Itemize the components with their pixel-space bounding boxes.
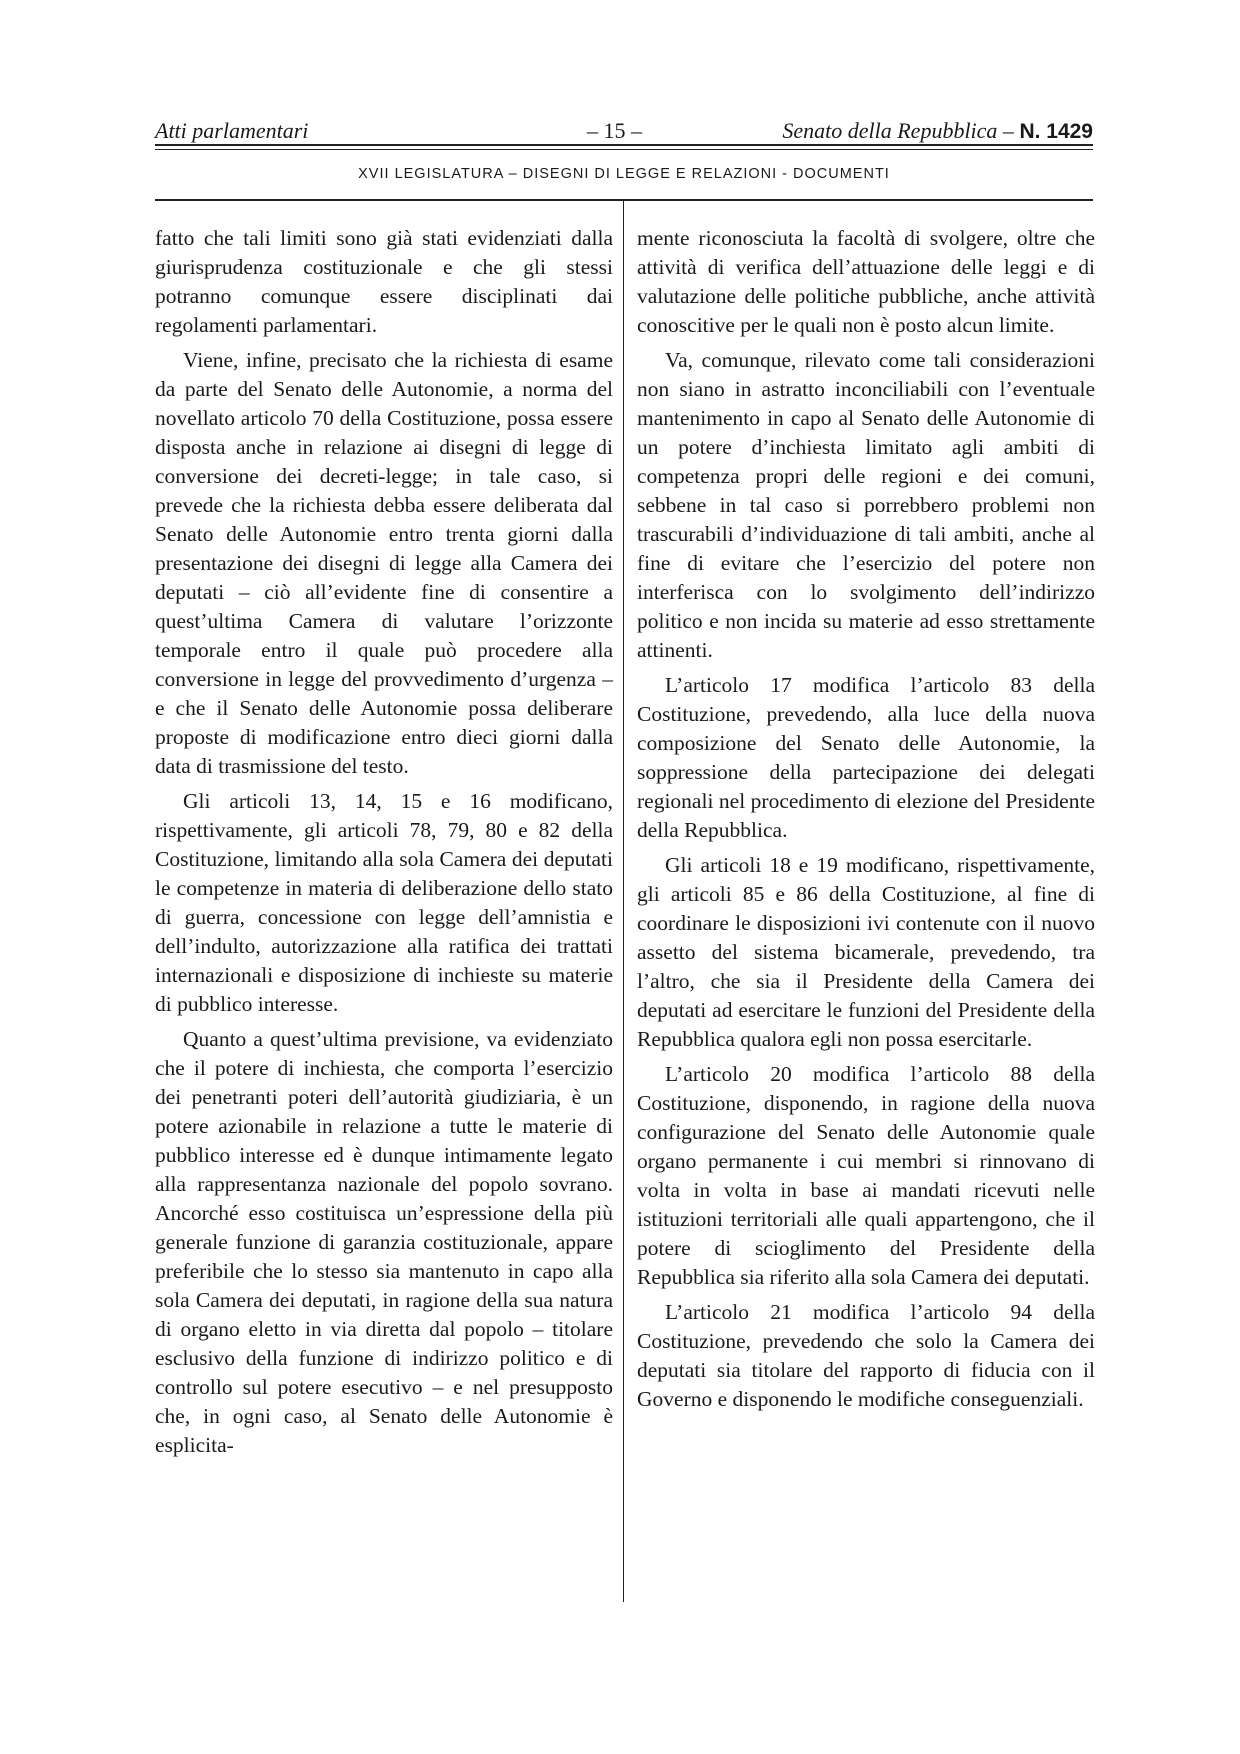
legislature-subheader: XVII LEGISLATURA – DISEGNI DI LEGGE E RELAZIONI - DOCUMENTI (358, 166, 890, 182)
subheader-rule (155, 199, 1093, 201)
paragraph: L’articolo 20 modifica l’articolo 88 della Costituzione, disponendo, in ragione della nuova configurazione del Senato delle Autonomie quale organo permanente i cui membri si rinnovano di volta in volta in base ai mandati ricevuti nelle istituzioni territoriali alle quali appartengono, che il potere di scioglimento del Presidente della Repubblica sia riferito alla sola Camera dei deputati. (637, 1062, 1095, 1289)
paragraph: fatto che tali limiti sono già stati evidenziati dalla giurisprudenza costituzionale e che gli stessi potranno comunque essere disciplinati dai regolamenti parlamentari. (155, 226, 613, 337)
paragraph: mente riconosciuta la facoltà di svolgere, oltre che attività di verifica dell’attuazione delle leggi e di valutazione delle politiche pubbliche, anche attività conoscitive per le quali non è posto alcun limite. (637, 226, 1095, 337)
right-column (637, 224, 1095, 1420)
paragraph: Gli articoli 18 e 19 modificano, rispettivamente, gli articoli 85 e 86 della Costituzione, al fine di coordinare le disposizioni ivi contenute con il nuovo assetto del sistema bicamerale, prevedendo, tra l’altro, che sia il Presidente della Camera dei deputati ad esercitare le funzioni del Presidente della Repubblica qualora egli non possa esercitarle. (637, 853, 1095, 1051)
paragraph: Quanto a quest’ultima previsione, va evidenziato che il potere di inchiesta, che comporta l’esercizio dei penetranti poteri dell’autorità giudiziaria, è un potere azionabile in relazione a tutte le materie di pubblico interesse ed è dunque intimamente legato alla rappresentanza nazionale del popolo sovrano. Ancorché esso costituisca un’espressione della più generale funzione di garanzia costituzionale, appare preferibile che lo stesso sia mantenuto in capo alla sola Camera dei deputati, in ragione della sua natura di organo eletto in via diretta dal popolo – titolare esclusivo della funzione di indirizzo politico e di controllo sul potere esecutivo – e nel presupposto che, in ogni caso, al Senato delle Autonomie è esplicita- (155, 1027, 613, 1457)
page-header (155, 114, 1093, 148)
column-divider (623, 200, 624, 1602)
header-rule-thin (155, 149, 1093, 150)
paragraph: L’articolo 21 modifica l’articolo 94 della Costituzione, prevedendo che solo la Camera dei deputati sia titolare del rapporto di fiducia con il Governo e disponendo le modifiche conseguenziali. (637, 1300, 1095, 1411)
left-column (155, 224, 613, 1466)
document-number: N. 1429 (1019, 120, 1093, 143)
header-rule-thick (155, 144, 1093, 146)
header-publication: Atti parlamentari (155, 118, 309, 143)
paragraph: Gli articoli 13, 14, 15 e 16 modificano, rispettivamente, gli articoli 78, 79, 80 e 82 della Costituzione, limitando alla sola Camera dei deputati le competenze in materia di deliberazione dello stato di guerra, concessione con legge dell’amnistia e dell’indulto, autorizzazione alla ratifica dei trattati internazionali e disposizione di inchieste su materie di pubblico interesse. (155, 789, 613, 1016)
paragraph: Viene, infine, precisato che la richiesta di esame da parte del Senato delle Autonomie, a norma del novellato articolo 70 della Costituzione, possa essere disposta anche in relazione ai disegni di legge di conversione dei decreti-legge; in tale caso, si prevede che la richiesta debba essere deliberata dal Senato delle Autonomie entro trenta giorni dalla presentazione dei disegni di legge alla Camera dei deputati – ciò all’evidente fine di consentire a quest’ultima Camera di valutare l’orizzonte temporale entro il quale può procedere alla conversione in legge del provvedimento d’urgenza – e che il Senato delle Autonomie possa deliberare proposte di modificazione entro dieci giorni dalla data di trasmissione del testo. (155, 348, 613, 778)
paragraph: Va, comunque, rilevato come tali considerazioni non siano in astratto inconciliabili con l’eventuale mantenimento in capo al Senato delle Autonomie di un potere d’inchiesta limitato agli ambiti di competenza propri delle regioni e dei comuni, sebbene in tal caso si porrebbero problemi non trascurabili d’individuazione di tali ambiti, anche al fine di evitare che l’esercizio del potere non interferisca con lo svolgimento dell’indirizzo politico e non incida su materie ad esso strettamente attinenti. (637, 348, 1095, 662)
paragraph: L’articolo 17 modifica l’articolo 83 della Costituzione, prevedendo, alla luce della nuova composizione del Senato delle Autonomie, la soppressione della partecipazione dei delegati regionali nel procedimento di elezione del Presidente della Repubblica. (637, 673, 1095, 842)
header-senate: Senato della Repubblica – (782, 118, 1014, 143)
page-number: – 15 – (587, 118, 642, 143)
